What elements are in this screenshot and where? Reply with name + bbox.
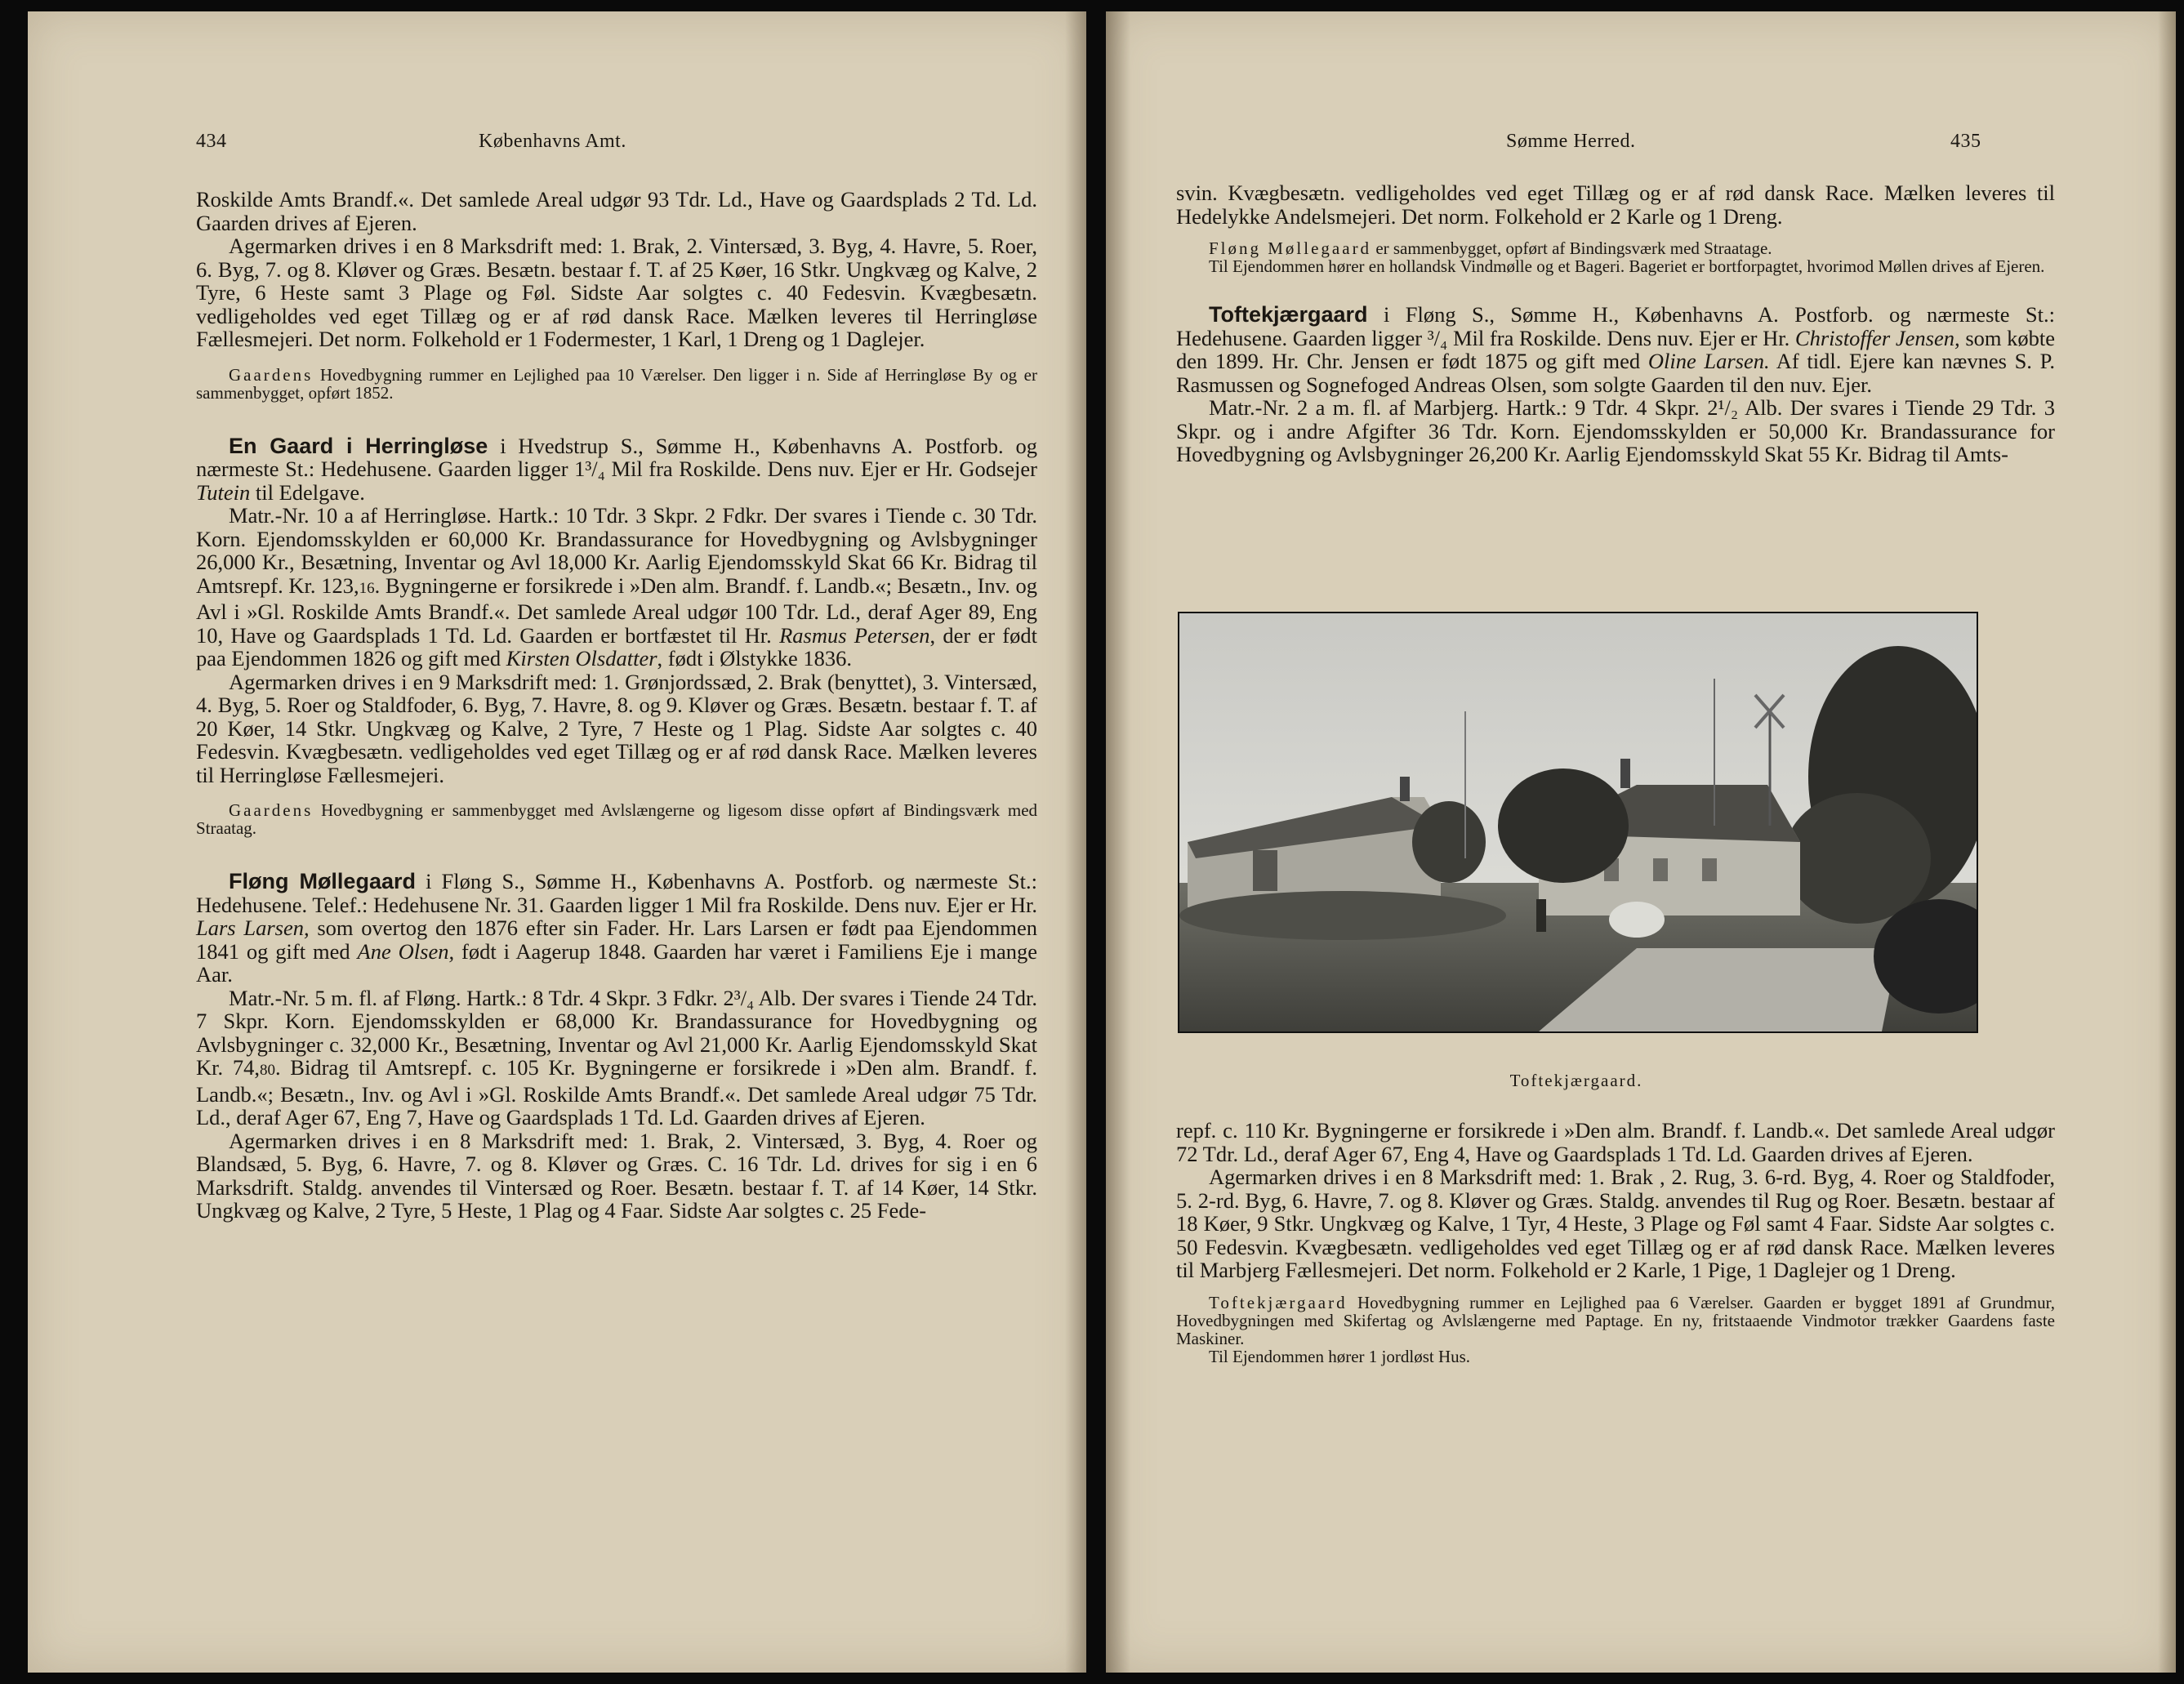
entry-toftekjaergaard-note-2: Til Ejendommen hører 1 jordløst Hus. [1209, 1346, 1471, 1366]
entry-text: Alb. Der svares i Tiende 29 Tdr. 3 Skpr. og i andre Afgifter 36 Tdr. Korn. Ejendomsskylden er 50,000 Kr. Brandassurance for Hovedbygning og Avlsbygninger 26,200 Kr. Aarlig Ejendomsskyld Skat 55 Kr. Bidrag til Amts- [1176, 395, 2056, 466]
entry-herringloese-note [196, 801, 1037, 837]
fraction: ³/₄ [1427, 325, 1448, 350]
entry-text: Af tidl. Ejere kan nævnes S. P. Rasmussen og Sognefoged Andreas Olsen, som solgte Gaarden til den nuv. Ejer. [1176, 349, 2055, 397]
entry-text: Mil fra Roskilde. Dens nuv. Ejer er Hr. Godsejer [611, 457, 1037, 481]
continuation-note-2: Til Ejendommen hører en hollandsk Vindmølle og et Bageri. Bageriet er bortforpagtet, hvorimod Møllen drives af Ejeren. [1209, 256, 2045, 276]
dog-figure [1609, 902, 1665, 938]
page-number: 435 [1950, 131, 1981, 152]
child-figure [1536, 899, 1546, 932]
entry-toftekjaergaard-matr [1176, 396, 2055, 466]
decimal-sub: 80 [259, 1062, 275, 1079]
entry-text: som købte den 1899. Hr. Chr. Jensen er født 1875 og gift med [1176, 325, 2056, 373]
entry-text: Matr.-Nr. 2 a m. fl. af Marbjerg. Hartk.: 9 Tdr. 4 Skpr. 2 [1209, 395, 1718, 420]
entry-text: . Bygningerne er forsikrede i »Den alm. Brandf. f. Landb.«; Besætn., Inv. og Avl i »Gl. Roskilde Amts Brandf.«. Det samlede Areal udgør 100 Tdr. Ld., deraf Ager 89, Eng 10, Have og Gaardsplads 1 Td. Ld. Gaarden er bortfæstet til Hr. [196, 572, 1037, 648]
left-page [28, 11, 1086, 1673]
note-text: Hovedbygning rummer en Lejlighed paa 10 Værelser. Den ligger i n. Side af Herringløse By og er sammenbygget, opført 1852. [196, 364, 1037, 403]
entry-toftekjaergaard-head [1176, 303, 2055, 396]
right-text-top [1176, 181, 2055, 466]
farm-photo-illustration [1179, 613, 1977, 1031]
entry-text: Mil fra Roskilde. Dens nuv. Ejer er Hr. [1452, 325, 1790, 350]
right-page [1106, 11, 2176, 1673]
entry-text: født i Aagerup 1848. Gaarden har været i Familiens Eje i mange Aar. [196, 938, 1038, 987]
entry-text: Matr.-Nr. 10 a af Herringløse. Hartk.: 10 Tdr. 3 Skpr. 2 Fdkr. Der svares i Tiende c. 30 Tdr. Korn. Ejendomsskylden er 60,000 Kr. Brandassurance for Hovedbygning og Avlsbygninger 26,000 Kr., Besætning, Inventar og Avl 18,000 Kr. Aarlig Ejendomsskyld Skat 66 Kr. Bidrag til Amtsrepf. Kr. 123, [196, 503, 1037, 598]
entry-text: Alb. Der svares i Tiende 24 Tdr. 7 Skpr. Korn. Ejendomsskylden er 68,000 Kr. Brandassurance for Hovedbygning og Avlsbygninger c. 32,000 Kr., Besætning, Inventar og Avl 21,000 Kr. Aarlig Ejendomsskyld Skat Kr. 74, [196, 985, 1037, 1080]
entry-floeng-ager: Agermarken drives i en 8 Marksdrift med: 1. Brak, 2. Vintersæd, 3. Byg, 4. Roer og Blandsæd, 5. Byg, 6. Havre, 7. og 8. Kløver og Græs. C. 16 Tdr. Ld. drives for sig i en 6 Marksdrift. Staldg. anvendes til Vintersæd og Roer. Besætn. bestaar f. T. af 14 Køer, 14 Stkr. Ungkvæg og Kalve, 2 Tyre, 5 Heste, 1 Plag og 4 Faar. Sidste Aar solgtes c. 25 Fede- [196, 1128, 1037, 1223]
left-text-column [196, 188, 1037, 1223]
entry-toftekjaergaard-after: repf. c. 110 Kr. Bygningerne er forsikrede i »Den alm. Brandf. f. Landb.«. Det samlede Areal udgør 72 Tdr. Ld., deraf Ager 67, Eng 4, Have og Gaardsplads 1 Td. Ld. Gaarden drives af Ejeren. [1176, 1118, 2055, 1166]
entry-text: i Hvedstrup S., Sømme H., Københavns A. Postforb. og nærmeste St.: Hedehusene. Gaarden ligger 1 [196, 433, 1037, 481]
fraction: ³/₄ [585, 457, 605, 481]
entry-text: , der er født paa Ejendommen 1826 og gift med [196, 622, 1037, 670]
continuation-paragraph: svin. Kvægbesætn. vedligeholdes ved eget Tillæg og er af rød dansk Race. Mælken leveres til Hedelykke Andelsmejeri. Det norm. Folkehold er 2 Karle og 1 Dreng. [1176, 180, 2055, 229]
note-lead: Gaardens [229, 800, 314, 820]
entry-text: i Fløng S., Sømme H., Københavns A. Postforb. og nærmeste St.: Hedehusene. Telef.: Hedehusene Nr. 31. Gaarden ligger 1 Mil fra Roskilde. Dens nuv. Ejer er Hr. [196, 869, 1037, 917]
wife-name: Kirsten Olsdatter [506, 646, 657, 670]
entry-title: Toftekjærgaard [1209, 302, 1368, 327]
entry-toftekjaergaard-note [1176, 1294, 2055, 1348]
continuation-note [196, 366, 1037, 402]
entry-herringloese-matr [196, 504, 1037, 670]
page-number: 434 [196, 131, 227, 152]
entry-herringloese-ager: Agermarken drives i en 9 Marksdrift med: 1. Grønjordssæd, 2. Brak (benyttet), 3. Vintersæd, 4. Byg, 5. Roer og Staldfoder, 6. Byg, 7. Havre, 8. og 9. Kløver og Græs. Besætn. bestaar f. T. af 20 Køer, 14 Stkr. Ungkvæg og Kalve, 2 Tyre, 7 Heste og 1 Plag. Sidste Aar solgtes c. 40 Fedesvin. Kvægbesætn. vedligeholdes ved eget Tillæg og er af rød dansk Race. Mælken leveres til Herringløse Fællesmejeri. [196, 669, 1037, 787]
entry-text: , født i Ølstykke 1836. [657, 646, 853, 670]
running-head: Københavns Amt. [479, 131, 626, 152]
entry-floeng-matr [196, 987, 1037, 1129]
right-text-bottom [1176, 1119, 2055, 1365]
continuation-agermarken: Agermarken drives i en 8 Marksdrift med: 1. Brak, 2. Vintersæd, 3. Byg, 4. Havre, 5. Roer, 6. Byg, 7. og 8. Kløver og Græs. Besætn. bestaar f. T. af 25 Køer, 16 Stkr. Ungkvæg og Kalve, 2 Tyre, 6 Heste samt 3 Plage og Føl. Sidste Aar solgtes c. 40 Fedesvin. Kvægbesætn. vedligeholdes ved eget Tillæg og er af rød dansk Race. Mælken leveres til Herringløse Fællesmejeri. Det norm. Folkehold er 1 Fodermester, 1 Karl, 1 Dreng og 1 Daglejer. [196, 234, 1037, 351]
entry-title: En Gaard i Herringløse [229, 433, 488, 458]
wife-name: Oline Larsen. [1647, 349, 1770, 373]
running-head: Sømme Herred. [1506, 131, 1636, 152]
note-lead: Gaardens [229, 364, 314, 385]
entry-text: Matr.-Nr. 5 m. fl. af Fløng. Hartk.: 8 Tdr. 4 Skpr. 3 Fdkr. 2 [229, 985, 734, 1010]
decimal-sub: 16 [359, 579, 375, 597]
wife-name: Ane Olsen, [357, 938, 455, 964]
gutter-shadow [1065, 11, 1086, 1673]
note-lead: Fløng Møllegaard [1209, 238, 1372, 258]
farm-photograph [1178, 612, 1978, 1033]
entry-text: som overtog den 1876 efter sin Fader. Hr. Lars Larsen er født paa Ejendommen 1841 og gift med [196, 916, 1037, 964]
fraction: ¹/₂ [1718, 395, 1739, 420]
entry-title: Fløng Møllegaard [229, 869, 416, 893]
owner-name: Christoffer Jensen, [1794, 325, 1960, 350]
photo-caption: Toftekjærgaard. [1509, 1071, 1643, 1090]
entry-herringloese-head [196, 434, 1037, 505]
page-edge-shadow [2158, 11, 2176, 1673]
note-text: Hovedbygning rummer en Lejlighed paa 6 Værelser. Gaarden er bygget 1891 af Grundmur, Hovedbygningen med Skifertag og Avlslængerne med Paptage. En ny, fritstaaende Vindmotor trækker Gaardens faste Maskiner. [1176, 1292, 2055, 1348]
continuation-note [1176, 239, 2055, 257]
entry-text: . Bidrag til Amtsrepf. c. 105 Kr. Bygningerne er forsikrede i »Den alm. Brandf. f. Landb.«; Besætn., Inv. og Avl i »Gl. Roskilde Amts Brandf.«. Det samlede Areal udgør 75 Tdr. Ld., deraf Ager 67, Eng 7, Have og Gaardsplads 1 Td. Ld. Gaarden drives af Ejeren. [196, 1055, 1038, 1129]
tenant-name: Rasmus Petersen [779, 622, 930, 648]
note-text: er sammenbygget, opført af Bindingsværk med Straatage. [1375, 238, 1772, 258]
entry-floeng-head [196, 870, 1037, 987]
continuation-paragraph: Roskilde Amts Brandf.«. Det samlede Areal udgør 93 Tdr. Ld., Have og Gaardsplads 2 Td. Ld. Gaarden drives af Ejeren. [196, 187, 1037, 235]
entry-toftekjaergaard-ager: Agermarken drives i en 8 Marksdrift med: 1. Brak , 2. Rug, 3. 6-rd. Byg, 4. Roer og Staldfoder, 5. 2-rd. Byg, 6. Havre, 7. og 8. Kløver og Græs. Staldg. anvendes til Rug og Roer. Besætn. bestaar af 18 Køer, 9 Stkr. Ungkvæg og Kalve, 1 Tyr, 4 Heste, 3 Plage og Føl samt 4 Faar. Sidste Aar solgtes c. 50 Fedesvin. Kvægbesætn. vedligeholdes ved eget Tillæg og er af rød dansk Race. Mælken leveres til Marbjerg Fællesmejeri. Det norm. Folkehold er 2 Karle, 1 Pige, 1 Daglejer og 1 Dreng. [1176, 1165, 2055, 1282]
fraction: ³/₄ [733, 985, 755, 1010]
entry-text: i Fløng S., Sømme H., Københavns A. Postforb. og nærmeste St.: Hedehusene. Gaarden ligger [1176, 302, 2055, 350]
owner-name: Tutein [196, 479, 251, 505]
note-lead: Toftekjærgaard [1209, 1292, 1348, 1312]
gutter-shadow [1106, 11, 1130, 1673]
note-text: Hovedbygning er sammenbygget med Avlslængerne og ligesom disse opført af Bindingsværk med Straatag. [196, 800, 1038, 838]
owner-name: Lars Larsen, [196, 916, 310, 940]
entry-text: til Edelgave. [255, 479, 365, 505]
